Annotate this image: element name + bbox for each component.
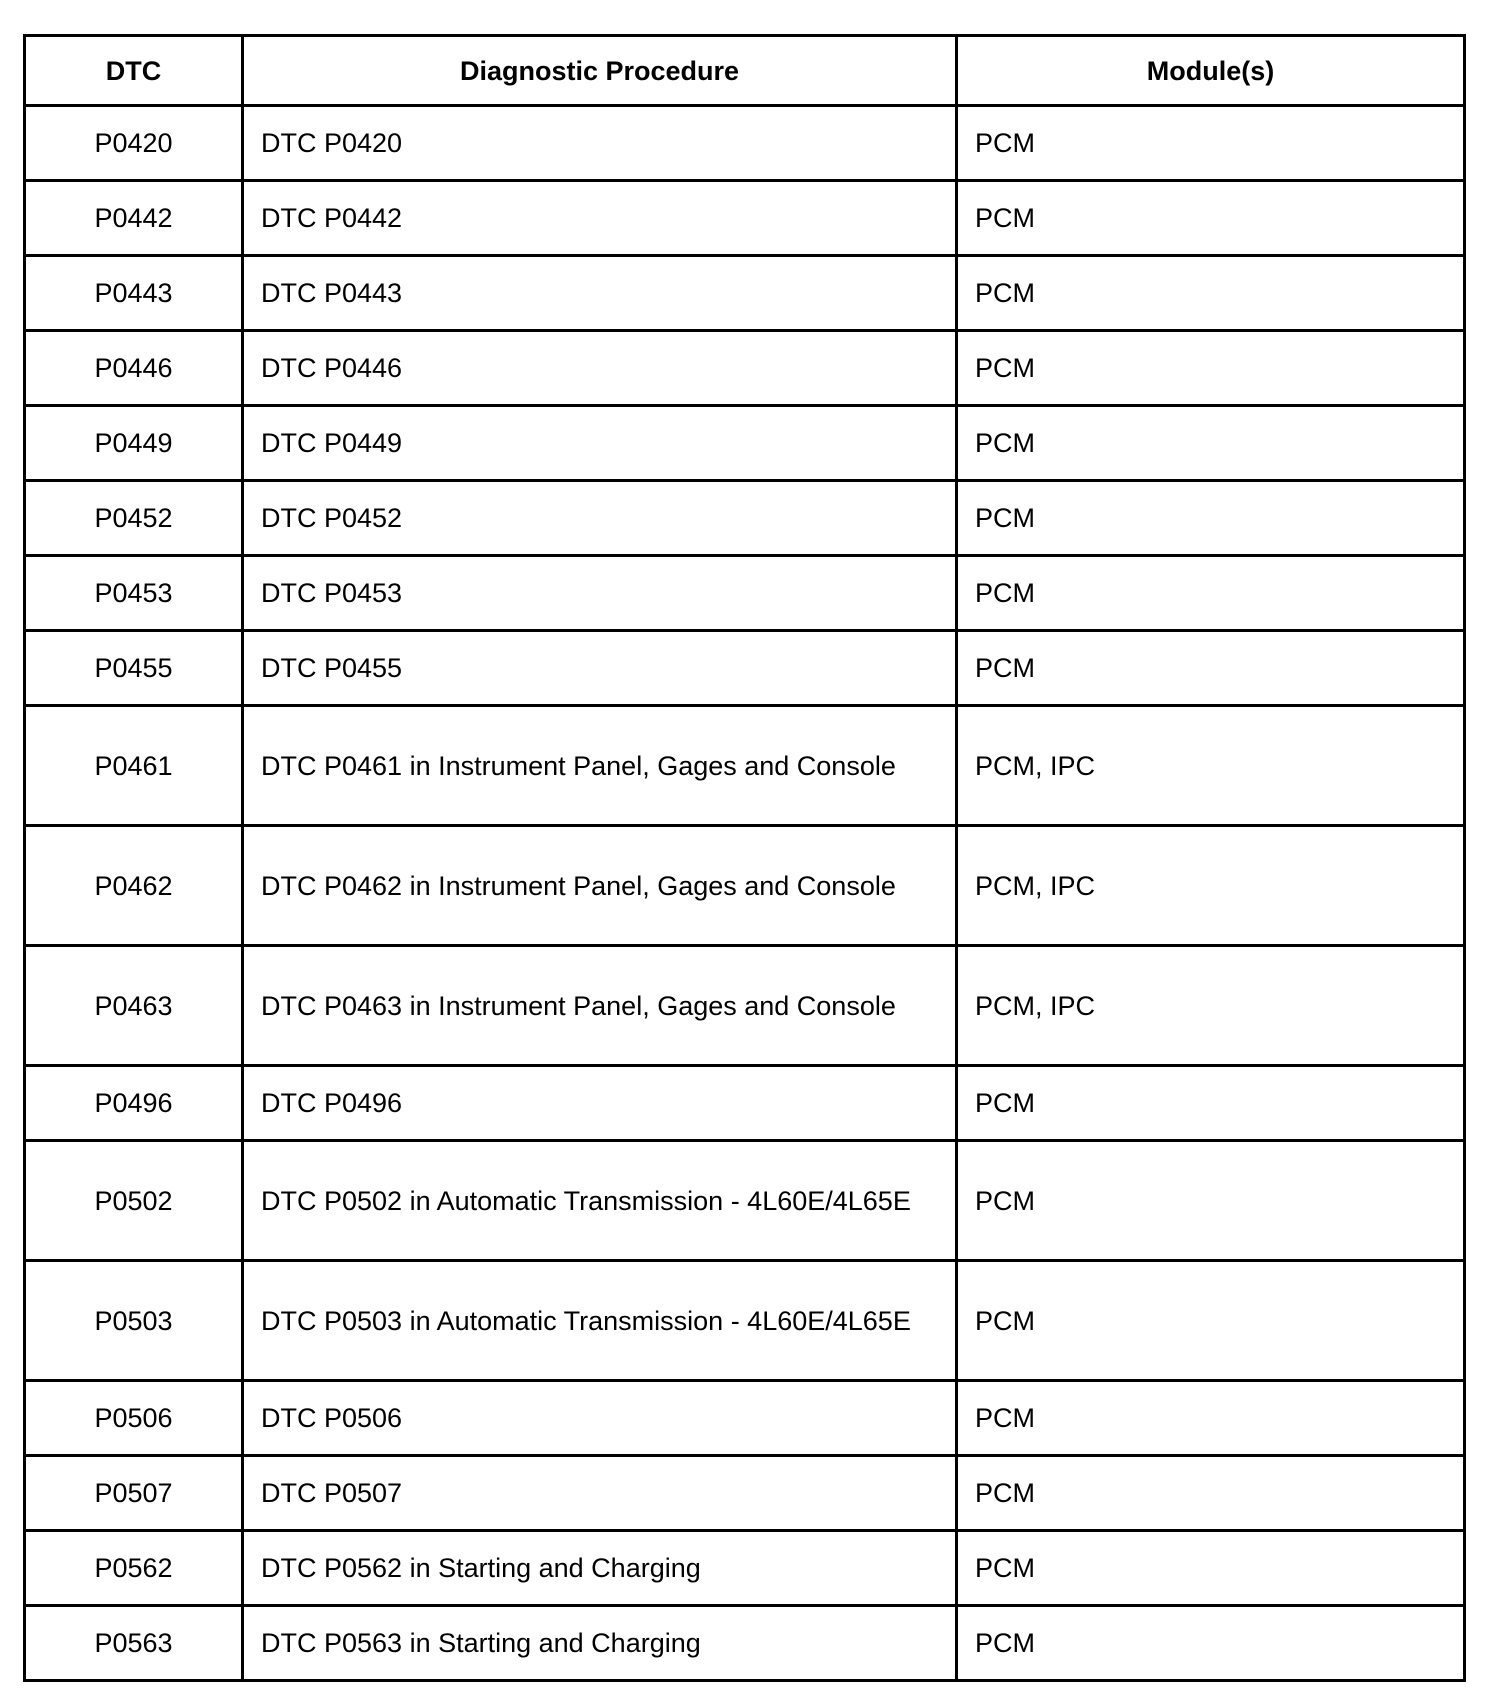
modules: PCM (957, 556, 1465, 631)
modules: PCM (957, 106, 1465, 181)
dtc-code: P0455 (25, 631, 243, 706)
diagnostic-procedure: DTC P0496 (243, 1066, 957, 1141)
modules: PCM (957, 331, 1465, 406)
modules: PCM (957, 1261, 1465, 1381)
modules: PCM (957, 1066, 1465, 1141)
modules: PCM (957, 481, 1465, 556)
table-row (25, 556, 1465, 631)
dtc-code: P0443 (25, 256, 243, 331)
modules: PCM (957, 256, 1465, 331)
diagnostic-procedure: DTC P0563 in Starting and Charging (243, 1606, 957, 1681)
dtc-code: P0506 (25, 1381, 243, 1456)
diagnostic-procedure: DTC P0463 in Instrument Panel, Gages and Console (243, 946, 957, 1066)
dtc-code: P0446 (25, 331, 243, 406)
header-modules: Module(s) (957, 36, 1465, 106)
dtc-table (23, 34, 1466, 1682)
diagnostic-procedure: DTC P0462 in Instrument Panel, Gages and Console (243, 826, 957, 946)
table-row (25, 1066, 1465, 1141)
diagnostic-procedure: DTC P0506 (243, 1381, 957, 1456)
table-row (25, 1141, 1465, 1261)
diagnostic-procedure: DTC P0443 (243, 256, 957, 331)
modules: PCM (957, 1381, 1465, 1456)
table-row (25, 946, 1465, 1066)
modules: PCM, IPC (957, 946, 1465, 1066)
diagnostic-procedure: DTC P0455 (243, 631, 957, 706)
diagnostic-procedure: DTC P0446 (243, 331, 957, 406)
diagnostic-procedure: DTC P0442 (243, 181, 957, 256)
modules: PCM, IPC (957, 706, 1465, 826)
table-row (25, 706, 1465, 826)
modules: PCM (957, 1141, 1465, 1261)
diagnostic-procedure: DTC P0507 (243, 1456, 957, 1531)
table-row (25, 106, 1465, 181)
diagnostic-procedure: DTC P0502 in Automatic Transmission - 4L60E/4L65E (243, 1141, 957, 1261)
diagnostic-procedure: DTC P0452 (243, 481, 957, 556)
modules: PCM (957, 1531, 1465, 1606)
dtc-code: P0462 (25, 826, 243, 946)
diagnostic-procedure: DTC P0503 in Automatic Transmission - 4L60E/4L65E (243, 1261, 957, 1381)
table-header-row (25, 36, 1465, 106)
dtc-code: P0507 (25, 1456, 243, 1531)
dtc-code: P0453 (25, 556, 243, 631)
table-row (25, 481, 1465, 556)
dtc-code: P0420 (25, 106, 243, 181)
table-row (25, 1531, 1465, 1606)
header-diagnostic-procedure: Diagnostic Procedure (243, 36, 957, 106)
table-row (25, 1381, 1465, 1456)
table-row (25, 826, 1465, 946)
dtc-code: P0449 (25, 406, 243, 481)
dtc-code: P0562 (25, 1531, 243, 1606)
diagnostic-procedure: DTC P0562 in Starting and Charging (243, 1531, 957, 1606)
table-row (25, 331, 1465, 406)
diagnostic-procedure: DTC P0461 in Instrument Panel, Gages and Console (243, 706, 957, 826)
table-row (25, 631, 1465, 706)
dtc-code: P0563 (25, 1606, 243, 1681)
header-dtc: DTC (25, 36, 243, 106)
modules: PCM, IPC (957, 826, 1465, 946)
diagnostic-procedure: DTC P0453 (243, 556, 957, 631)
diagnostic-procedure: DTC P0449 (243, 406, 957, 481)
modules: PCM (957, 1456, 1465, 1531)
dtc-code: P0461 (25, 706, 243, 826)
diagnostic-procedure: DTC P0420 (243, 106, 957, 181)
table-row (25, 1456, 1465, 1531)
dtc-code: P0503 (25, 1261, 243, 1381)
modules: PCM (957, 1606, 1465, 1681)
table-row (25, 1261, 1465, 1381)
table-row (25, 1606, 1465, 1681)
dtc-code: P0452 (25, 481, 243, 556)
table-row (25, 406, 1465, 481)
dtc-code: P0442 (25, 181, 243, 256)
modules: PCM (957, 631, 1465, 706)
dtc-code: P0496 (25, 1066, 243, 1141)
table-row (25, 256, 1465, 331)
modules: PCM (957, 406, 1465, 481)
table-row (25, 181, 1465, 256)
dtc-code: P0463 (25, 946, 243, 1066)
dtc-code: P0502 (25, 1141, 243, 1261)
modules: PCM (957, 181, 1465, 256)
